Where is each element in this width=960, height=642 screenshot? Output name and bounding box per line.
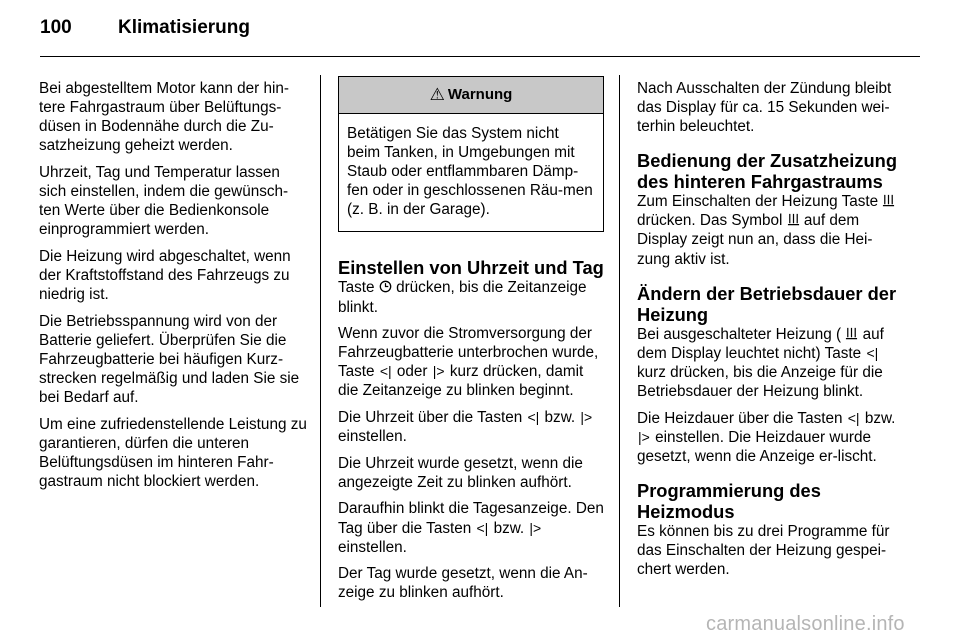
section-heading: Ändern der Betriebsdauer der Heizung (637, 282, 897, 325)
paragraph: Es können bis zu drei Programme für das Einschalten der Heizung gespei-chert werden. (637, 522, 890, 578)
column-1 (39, 79, 307, 498)
paragraph: Zum Einschalten der Heizung Taste drücken. Das Symbol auf dem Display zeigt nun an, dass die Hei-zung aktiv ist. (637, 192, 905, 268)
column-divider-2 (619, 75, 620, 607)
section-heading: Bedienung der Zusatzheizung des hinteren Fahrgastraums (637, 150, 898, 193)
page-title: Klimatisierung (118, 17, 250, 38)
paragraph: Die Betriebsspannung wird von der Batterie geliefert. Überprüfen Sie die Fahrzeugbatterie bei häufigen Kurz-strecken regelmäßig und laden Sie sie bei Bedarf auf. (39, 312, 300, 406)
left-arrow-button-icon: <| (866, 344, 879, 361)
heater-symbol-icon (787, 213, 800, 226)
paragraph: Nach Ausschalten der Zündung bleibt das Display für ca. 15 Sekunden wei-terhin beleuchtet. (637, 80, 892, 136)
right-arrow-button-icon: |> (580, 409, 593, 426)
left-arrow-button-icon: <| (476, 519, 489, 536)
heater-symbol-icon (845, 327, 858, 340)
left-arrow-button-icon: <| (847, 409, 860, 426)
paragraph: Uhrzeit, Tag und Temperatur lassen sich einstellen, indem die gewünsch-ten Werte über die Bedienkonsole einprogrammiert werden. (39, 163, 289, 239)
warning-header (339, 77, 603, 114)
column-2 (338, 79, 604, 610)
clock-button-icon (379, 280, 392, 293)
warning-title: Warnung (447, 86, 513, 104)
column-divider-1 (320, 75, 321, 607)
right-arrow-button-icon: |> (638, 428, 650, 445)
watermark: carmanualsonline.info (706, 613, 905, 635)
header-rule (40, 56, 920, 57)
left-arrow-button-icon: <| (527, 409, 540, 426)
warning-box (338, 76, 604, 232)
column-3 (637, 79, 905, 587)
warning-text: Betätigen Sie das System nicht beim Tanken, in Umgebungen mit Staub oder entflammbaren Dämp-fen oder in geschlossenen Räu-men (z. B. in der Garage). (347, 125, 593, 219)
paragraph: Die Heizung wird abgeschaltet, wenn der Kraftstoffstand des Fahrzeugs zu niedrig ist. (39, 247, 291, 303)
paragraph: Bei ausgeschalteter Heizung ( auf dem Display leuchtet nicht) Taste <| kurz drücken, bis die Anzeige für die Betriebsdauer der Heizung blinkt. (637, 325, 884, 400)
left-arrow-button-icon: <| (379, 363, 392, 380)
right-arrow-button-icon: |> (529, 519, 542, 536)
section-heading: Programmierung des Heizmodus (637, 479, 821, 522)
paragraph: Taste drücken, bis die Zeitanzeige blinkt. (338, 279, 587, 316)
paragraph: Die Uhrzeit über die Tasten <| bzw. |> einstellen. (338, 409, 593, 446)
section-heading: Einstellen von Uhrzeit und Tag (338, 257, 604, 279)
heater-symbol-icon (882, 194, 895, 207)
paragraph: Die Heizdauer über die Tasten <| bzw. |> einstellen. Die Heizdauer wurde gesetzt, wenn die Anzeige er-lischt. (637, 409, 896, 465)
right-arrow-button-icon: |> (432, 363, 445, 380)
paragraph: Daraufhin blinkt die Tagesanzeige. Den Tag über die Tasten <| bzw. |> einstellen. (338, 500, 604, 556)
paragraph: Wenn zuvor die Stromversorgung der Fahrzeugbatterie unterbrochen wurde, Taste <| oder |> kurz drücken, damit die Zeitanzeige zu blinken beginnt. (338, 325, 599, 400)
page-number: 100 (40, 17, 72, 38)
warning-triangle-icon: ⚠ (429, 85, 445, 105)
paragraph: Um eine zufriedenstellende Leistung zu garantieren, dürfen die unteren Belüftungsdüsen im hinteren Fahr-gastraum nicht blockiert werden. (39, 415, 307, 490)
paragraph: Die Uhrzeit wurde gesetzt, wenn die angezeigte Zeit zu blinken aufhört. (338, 454, 583, 491)
paragraph: Der Tag wurde gesetzt, wenn die An-zeige zu blinken aufhört. (338, 565, 588, 602)
paragraph: Bei abgestelltem Motor kann der hin-tere Fahrgastraum über Belüftungs-düsen in Bodennähe durch die Zu-satzheizung geheizt werden. (39, 80, 289, 155)
